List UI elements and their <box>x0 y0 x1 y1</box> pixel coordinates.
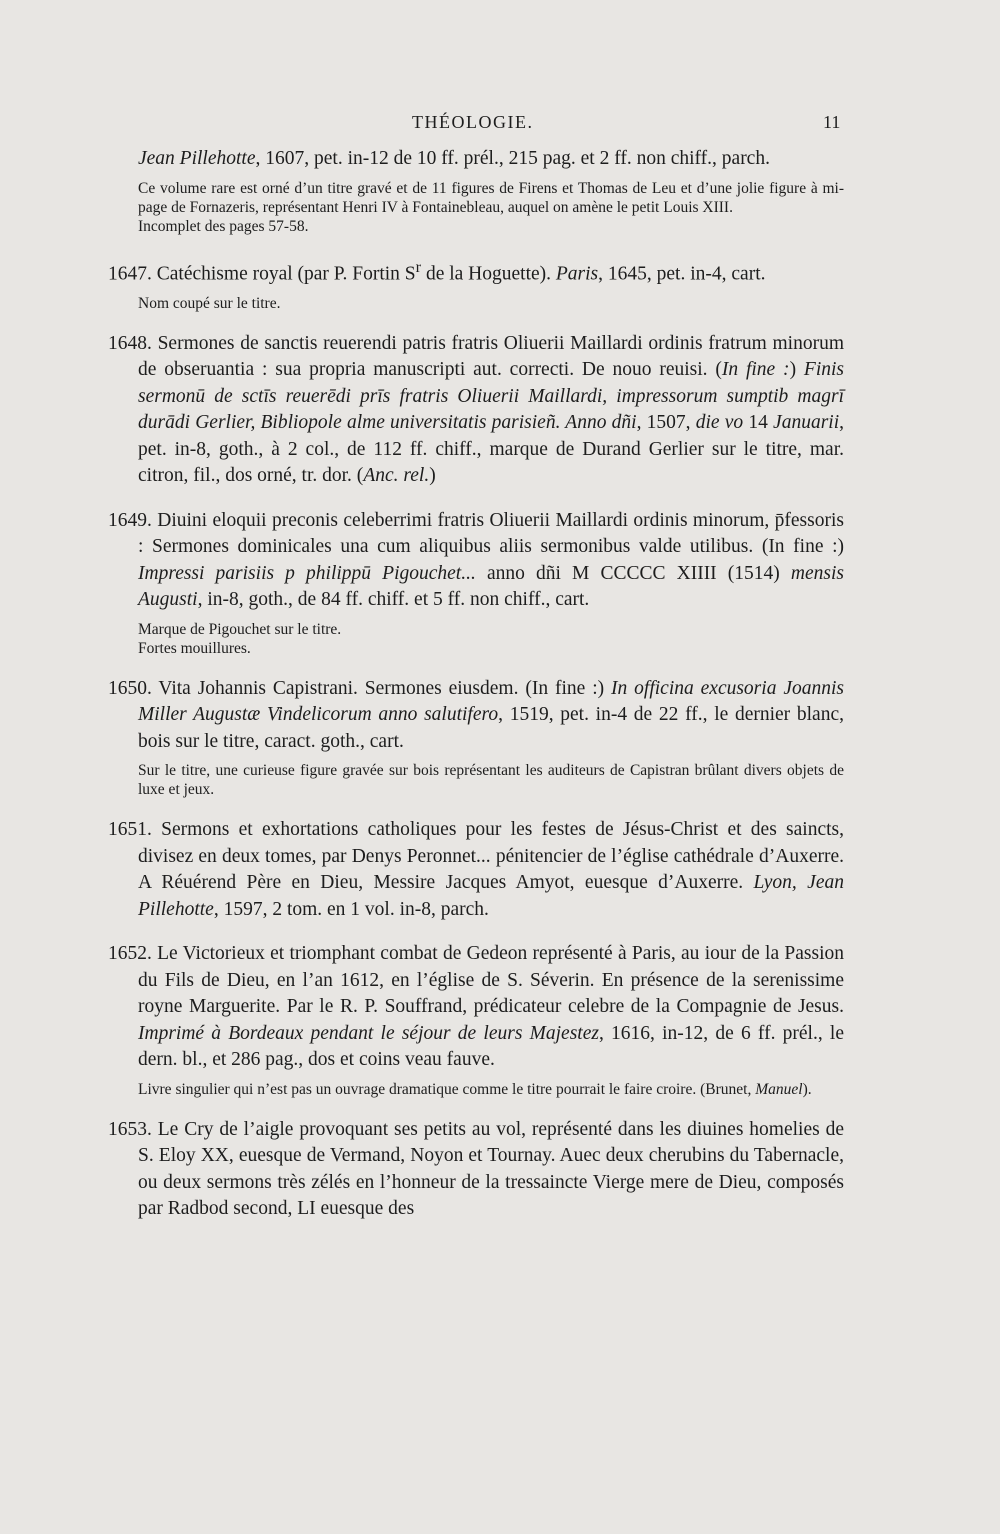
page-header <box>0 112 1000 142</box>
catalog-entry: 1649. Diuini eloquii preconis celeberrimi fratris Oliuerii Maillardi ordinis minorum, p̄fessoris : Sermones dominicales una cum aliquibus aliis sermonibus valde utilibus. (In fine :) Impressi parisiis p philippū Pigouchet... anno dñi M CCCCC XIIII (1514) mensis Augusti, in-8, goth., de 84 ff. chiff. et 5 ff. non chiff., cart. <box>108 509 844 610</box>
entry-note: Livre singulier qui n’est pas un ouvrage dramatique comme le titre pourrait le faire croire. (Brunet, Manuel). <box>138 1080 812 1098</box>
catalog-entry: 1647. Catéchisme royal (par P. Fortin $S^r$ de la Hoguette). Paris, 1645, pet. in-4, cart. <box>108 257 766 284</box>
catalog-entry: 1653. Le Cry de l’aigle provoquant ses petits au vol, représenté dans les diuines homelies de S. Eloy XX, euesque de Vermand, Noyon et Tournay. Auec deux cherubins du Tabernacle, ou deux sermons très zélés en l’honneur de la tressaincte Vierge mere de Dieu, composés par Radbod second, LI euesque des <box>108 1118 844 1219</box>
entry-note: Sur le titre, une curieuse figure gravée sur bois représentant les auditeurs de Capistran brûlant divers objets de luxe et jeux. <box>138 762 844 798</box>
entry-note: Marque de Pigouchet sur le titre. Fortes mouillures. <box>138 620 342 657</box>
entry-note: Ce volume rare est orné d’un titre gravé et de 11 figures de Firens et Thomas de Leu et d’une jolie figure à mi-page de Fornazeris, représentant Henri IV à Fontainebleau, auquel on amène le petit Louis XIII. Incomplet des pages 57-58. <box>138 179 844 235</box>
catalog-entry: 1651. Sermons et exhortations catholiques pour les festes de Jésus-Christ et des saincts, divisez en deux tomes, par Denys Peronnet... pénitencier de l’église cathédrale d’Auxerre. A Réuérend Père en Dieu, Messire Jacques Amyot, euesque d’Auxerre. Lyon, Jean Pillehotte, 1597, 2 tom. en 1 vol. in-8, parch. <box>108 819 844 920</box>
catalog-entry: 1650. Vita Johannis Capistrani. Sermones eiusdem. (In fine :) In officina excusoria Joannis Miller Augustæ Vindelicorum anno salutifero, 1519, pet. in-4 de 22 ff., le dernier blanc, bois sur le titre, caract. goth., cart. <box>108 677 844 752</box>
page-body <box>108 146 844 1223</box>
catalog-entry: 1652. Le Victorieux et triomphant combat de Gedeon représenté à Paris, au iour de la Passion du Fils de Dieu, en l’an 1612, en l’église de S. Séverin. En présence de la serenissime royne Marguerite. Par le R. P. Souffrand, prédicateur celebre de la Compagnie de Jesus. Imprimé à Bordeaux pendant le séjour de leurs Majestez, 1616, in-12, de 6 ff. prél., le dern. bl., et 286 pag., dos et coins veau fauve. <box>108 943 845 1070</box>
continuation-paragraph: Jean Pillehotte, 1607, pet. in-12 de 10 ff. prél., 215 pag. et 2 ff. non chiff., parch. <box>138 148 770 169</box>
page-number: 11 <box>823 112 841 132</box>
catalog-entry: 1648. Sermones de sanctis reuerendi patris fratris Oliuerii Maillardi ordinis fratrum minorum de obseruantia : sua propria manuscripti aut. correcti. De nouo reuisi. (In fine :) Finis sermonū de sctīs reuerēdi prīs fratris Oliuerii Maillardi, impressorum sumptib magrī durādi Gerlier, Bibliopole alme universitatis parisieñ. Anno dñi, 1507, die vo 14 Januarii, pet. in-8, goth., à 2 col., de 112 ff. chiff., marque de Durand Gerlier sur le titre, mar. citron, fil., dos orné, tr. dor. (Anc. rel.) <box>108 332 845 486</box>
running-title: THÉOLOGIE. <box>412 112 534 132</box>
entry-note: Nom coupé sur le titre. <box>138 294 281 312</box>
